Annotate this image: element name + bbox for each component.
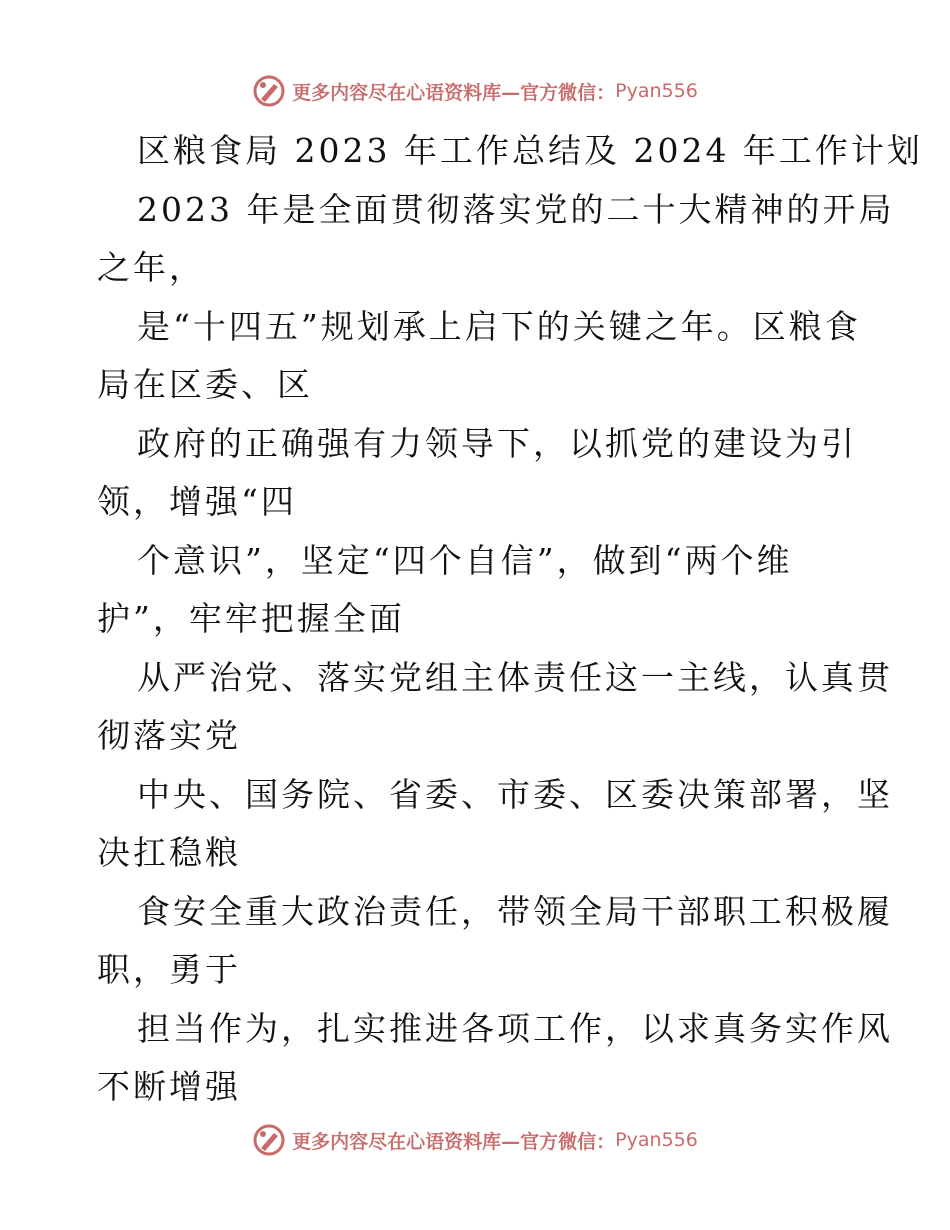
watermark-text: 更多内容尽在心语资料库—官方微信：	[292, 1130, 616, 1153]
text-line: 担当作为，扎实推进各项工作，以求真务实作风	[137, 1008, 893, 1048]
text-line: 食安全重大政治责任，带领全局干部职工积极履	[137, 891, 893, 931]
document-title: 区粮食局 2023 年工作总结及 2024 年工作计划	[137, 131, 923, 170]
text-line: 局在区委、区	[97, 365, 313, 404]
text-line: 不断增强	[97, 1067, 241, 1106]
text-line: 政府的正确强有力领导下，以抓党的建设为引	[137, 423, 857, 463]
text-line: 职，勇于	[97, 950, 241, 989]
pen-logo-icon	[252, 1123, 286, 1157]
pen-logo-icon	[252, 74, 286, 108]
text-line: 决扛稳粮	[97, 833, 241, 872]
text-line: 之年，	[97, 248, 205, 287]
text-line: 中央、国务院、省委、市委、区委决策部署，坚	[137, 774, 893, 814]
text-line: 是“十四五”规划承上启下的关键之年。区粮食	[137, 306, 861, 346]
text-line: 护”，牢牢把握全面	[97, 599, 405, 638]
text-line: 2023 年是全面贯彻落实党的二十大精神的开局	[137, 189, 895, 229]
text-line: 从严治党、落实党组主体责任这一主线，认真贯	[137, 657, 893, 697]
document-body	[97, 122, 923, 1117]
text-line: 个意识”，坚定“四个自信”，做到“两个维	[137, 540, 793, 580]
watermark-wechat-id: Pyan556	[615, 80, 698, 102]
watermark-text: 更多内容尽在心语资料库—官方微信：	[292, 81, 616, 104]
watermark-wechat-id: Pyan556	[615, 1129, 698, 1151]
text-line: 领，增强“四	[97, 482, 297, 521]
footer-watermark-banner	[0, 1120, 950, 1160]
text-line: 彻落实党	[97, 716, 241, 755]
header-watermark-banner	[0, 71, 950, 111]
